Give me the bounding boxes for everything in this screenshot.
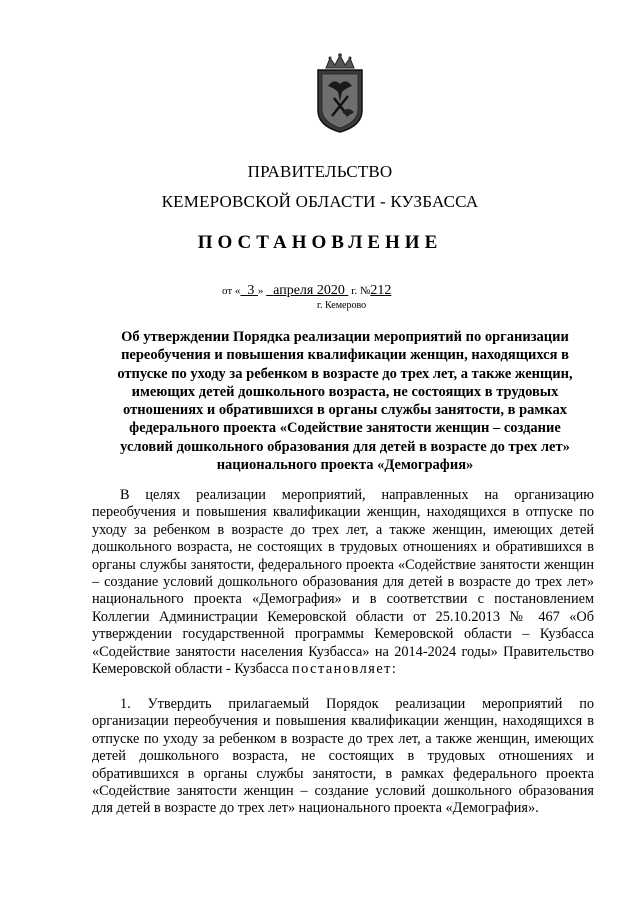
date-line: [222, 283, 391, 299]
document-subject: Об утверждении Порядка реализации мероприятий по организации переобучения и повышения квалификации женщин, находящихся в отпуске по уходу за ребенком в возрасте до трех лет, а также женщин, имеющих детей дошкольного возраста, не состоящих в трудовых отношениях и обратившихся в органы службы занятости, в рамках федерального проекта «Содействие занятости женщин – создание условий дошкольного образования для детей в возрасте до трех лет» национального проекта «Демография»: [117, 329, 573, 474]
date-day: 3: [247, 283, 255, 298]
organization-name-line2: КЕМЕРОВСКОЙ ОБЛАСТИ - КУЗБАССА: [161, 192, 479, 211]
date-year-suffix: г.: [351, 285, 358, 297]
document-type-title: ПОСТАНОВЛЕНИЕ: [197, 232, 443, 253]
document-number: 212: [370, 283, 392, 298]
coat-of-arms-icon: [312, 52, 368, 134]
organization-name-line1: ПРАВИТЕЛЬСТВО: [247, 162, 393, 181]
paragraph-preamble: [92, 487, 594, 678]
preamble-text: В целях реализации мероприятий, направленных на организацию переобучения и повышения квалификации женщин, находящихся в отпуске по уходу за ребенком в возрасте до трех лет, а также женщин, имеющих детей дошкольного возраста, не состоящих в трудовых отношениях и обратившихся в органы службы занятости, федерального проекта «Содействие занятости женщин – создание условий дошкольного образования для детей в возрасте до трех лет» национального проекта «Демография» и в соответствии с постановлением Коллегии Администрации Кемеровской области от 25.10.2013 № 467 «Об утверждении государственной программы Кемеровской области – Кузбасса «Содействие занятости населения Кузбасса» на 2014-2024 годы» Правительство Кемеровской области - Кузбасса: [92, 487, 594, 678]
preamble-verb: постановляет:: [292, 661, 398, 678]
date-month-year: апреля 2020: [273, 283, 345, 298]
paragraph-item-1: 1. Утвердить прилагаемый Порядок реализации мероприятий по организации переобучения и повышения квалификации женщин, находящихся в отпуске по уходу за ребенком в возрасте до трех лет, а также женщин, имеющих детей дошкольного возраста, не состоящих в трудовых отношениях и обратившихся в органы службы занятости, в рамках федерального проекта «Содействие занятости женщин – создание условий дошкольного образования для детей в возрасте до трех лет» национального проекта «Демография».: [92, 696, 594, 817]
number-sign: №: [359, 285, 371, 297]
city-label: г. Кемерово: [317, 300, 367, 311]
date-prefix: от «: [222, 285, 241, 297]
date-quote-close: »: [257, 285, 264, 297]
